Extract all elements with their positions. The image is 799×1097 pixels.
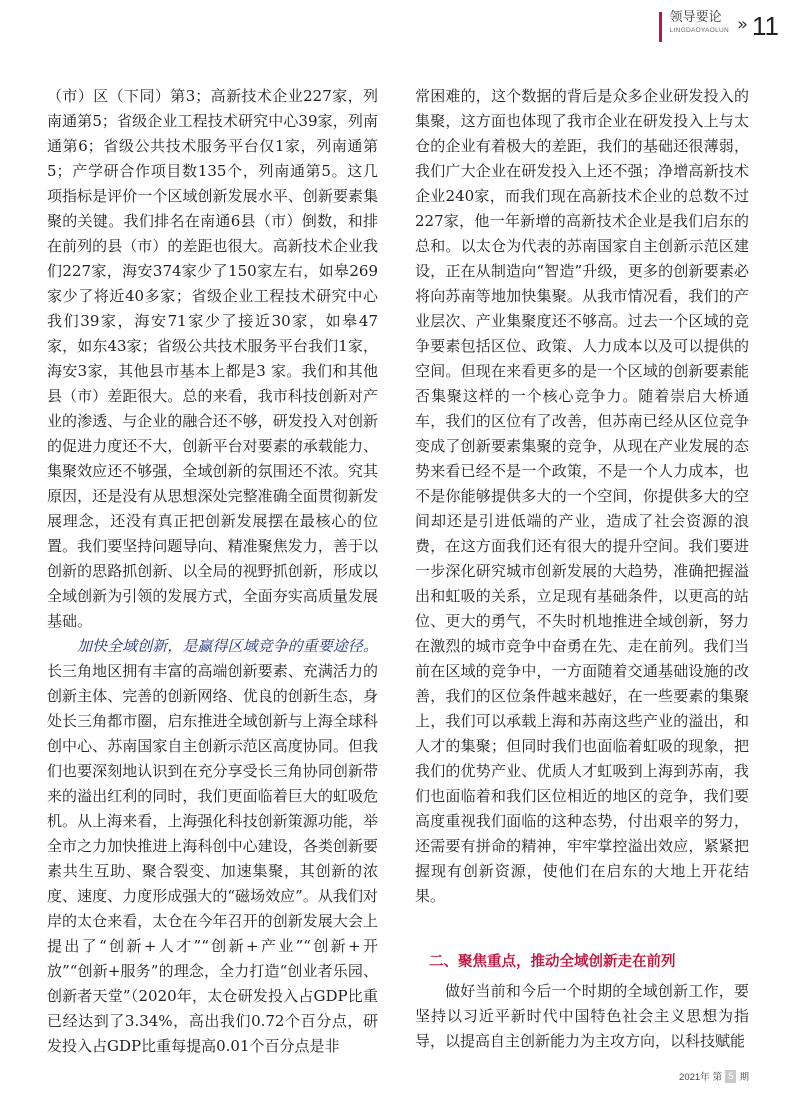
column-title: 领导要论	[669, 10, 722, 25]
left-paragraph-2	[47, 634, 378, 1059]
right-paragraph-2: 做好当前和今后一个时期的全域创新工作，要坚持以习近平新时代中国特色社会主义思想为指导，以提高自主创新能力为主攻方向，以科技赋能	[415, 982, 749, 1050]
page-number: 11	[752, 11, 779, 41]
section-heading: 二、聚焦重点，推动全域创新走在前列	[429, 954, 676, 970]
header-titles	[670, 10, 729, 36]
left-paragraph-1: （市）区（下同）第3；高新技术企业227家，列南通第5；省级企业工程技术研究中心39家，列南通第6；省级公共技术服务平台仅1家，列南通第5；产学研合作项目数135个，列南通第5。这几项指标是评价一个区域创新发展水平、创新要素集聚的关键。我们排名在南通6县（市）倒数，和排在前列的县（市）的差距也很大。高新技术企业我们227家，海安374家少了150家左右，如皋269家少了将近40多家；省级企业工程技术研究中心我们39家，海安71家少了接近30家，如皋47家，如东43家；省级公共技术服务平台我们1家，海安3家，其他县市基本上都是3 家。我们和其他县（市）差距很大。总的来看，我市科技创新对产业的渗透、与企业的融合还不够，研发投入对创新的促进力度还不大，创新平台对要素的承载能力、集聚效应还不够强，全域创新的氛围还不浓。究其原因，还是没有从思想深处完整准确全面贯彻新发展理念，还没有真正把创新发展摆在最核心的位置。我们要坚持问题导向、精准聚焦发力，善于以创新的思路抓创新、以全局的视野抓创新，形成以全域创新为引领的发展方式，全面夯实高质量发展基础。	[47, 87, 378, 630]
footer-di: 第	[712, 1072, 723, 1083]
right-column	[415, 84, 749, 1054]
double-chevron-icon: »	[736, 14, 748, 35]
paragraph-body: 长三角地区拥有丰富的高端创新要素、充满活力的创新主体、完善的创新网络、优良的创新生态，身处长三角都市圈，启东推进全域创新与上海全球科创中心、苏南国家自主创新示范区高度协同。但我们也要深刻地认识到在充分享受长三角协同创新带来的溢出红利的同时，我们更面临着巨大的虹吸危机。从上海来看，上海强化科技创新策源功能，举全市之力加快推进上海科创中心建设，各类创新要素共生互助、聚合裂变、加速集聚，其创新的浓度、速度、力度形成强大的“磁场效应”。从我们对岸的太仓来看，太仓在今年召开的创新发展大会上提出了“创新+人才”“创新+产业”“创新+开放”“创新+服务”的理念，全力打造“创业者乐园、创新者天堂”（2020年，太仓研发投入占GDP比重已经达到了3.34%，高出我们0.72个百分点，研发投入占GDP比重每提高0.01个百分点是非	[47, 662, 378, 1055]
page-header	[659, 10, 779, 44]
right-paragraph-1: 常困难的，这个数据的背后是众多企业研发投入的集聚，这方面也体现了我市企业在研发投入上与太仓的企业有着极大的差距，我们的基础还很薄弱，我们广大企业在研发投入上还不强；净增高新技术企业240家，而我们现在高新技术企业的总数不过227家，他一年新增的高新技术企业是我们启东的总和。以太仓为代表的苏南国家自主创新示范区建设，正在从制造向“智造”升级，更多的创新要素必将向苏南等地加快集聚。从我市情况看，我们的产业层次、产业集聚度还不够高。过去一个区域的竞争要素包括区位、政策、人力成本以及可以提供的空间。但现在来看更多的是一个区域的创新要素能否集聚这样的一个核心竞争力。随着崇启大桥通车，我们的区位有了改善，但苏南已经从区位竞争变成了创新要素集聚的竞争，从现在产业发展的态势来看已经不是一个政策，不是一个人力成本，也不是你能够提供多大的一个空间，你提供多大的空间却还是引进低端的产业，造成了社会资源的浪费，在这方面我们还有很大的提升空间。我们要进一步深化研究城市创新发展的大趋势，准确把握溢出和虹吸的关系，立足现有基础条件，以更高的站位、更大的勇气，不失时机地推进全域创新，努力在激烈的城市竞争中奋勇在先、走在前列。我们当前在区域的竞争中，一方面随着交通基础设施的改善，我们的区位条件越来越好，在一些要素的集聚上，我们可以承载上海和苏南这些产业的溢出，和人才的集聚；但同时我们也面临着虹吸的现象，把我们的优势产业、优质人才虹吸到上海到苏南，我们也面临着和我们区位相近的地区的竞争，我们要高度重视我们面临的这种态势，付出艰辛的努力，还需要有拼命的精神，牢牢掌控溢出效应，紧紧把握现有创新资源，使他们在启东的大地上开花结果。	[415, 87, 749, 905]
footer-qi: 期	[739, 1072, 749, 1083]
left-column	[47, 84, 378, 1059]
issue-number-badge: 5	[725, 1070, 736, 1083]
page-footer	[679, 1069, 749, 1083]
column-title-pinyin: LINGDAOYAOLUN	[669, 27, 729, 34]
paragraph-lead-sentence: 加快全域创新，是赢得区域竞争的重要途径。	[77, 637, 378, 655]
footer-year: 2021年	[679, 1072, 710, 1083]
header-accent-bar	[659, 12, 662, 42]
